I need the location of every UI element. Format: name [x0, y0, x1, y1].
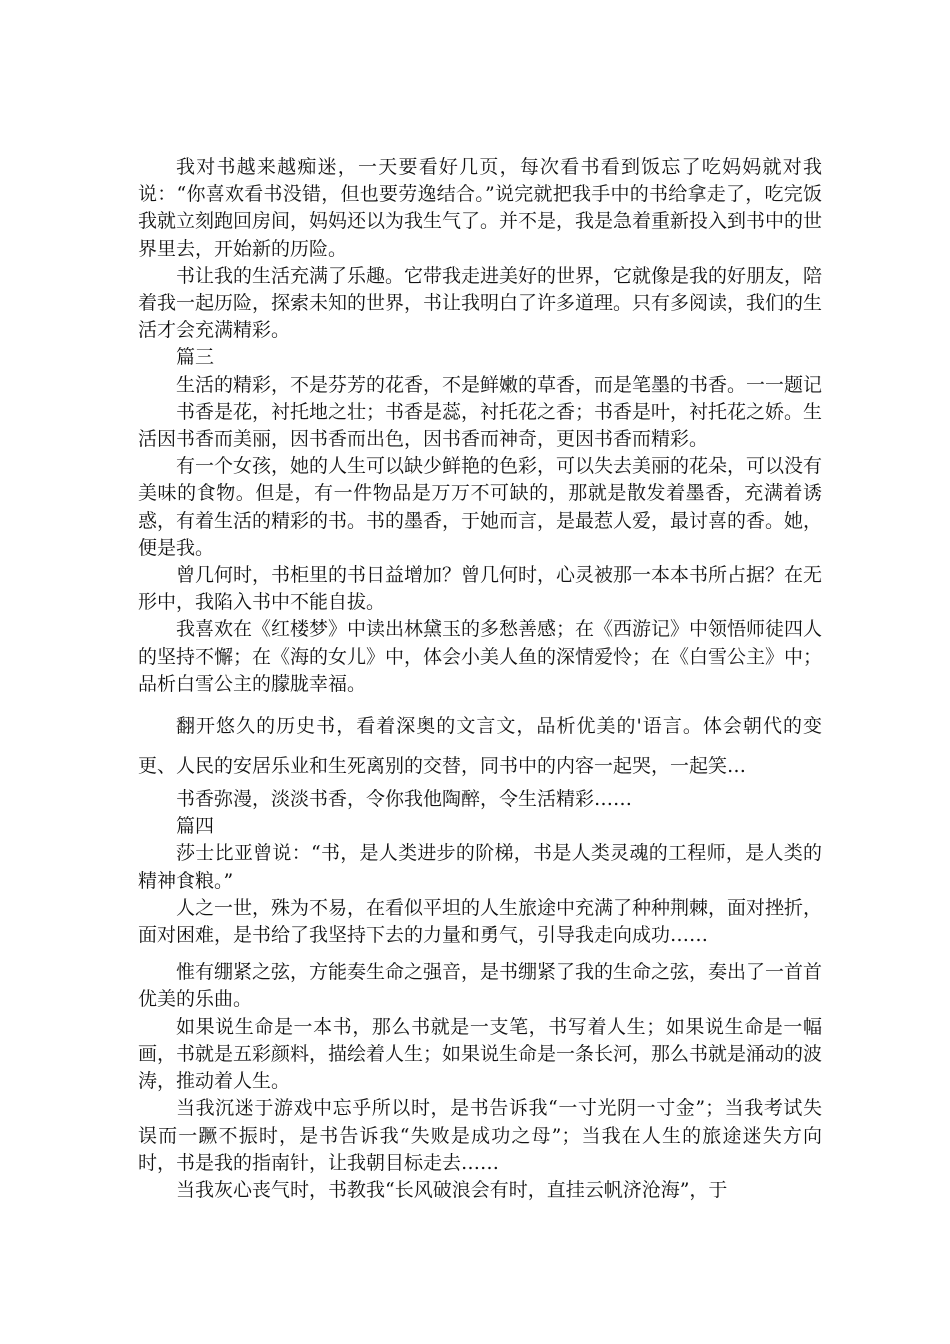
section-heading-3: 篇三: [176, 346, 215, 369]
paragraph-10: 书香弥漫，淡淡书香，令你我他陶醉，令生活精彩……: [176, 788, 633, 811]
section-heading-4: 篇四: [176, 815, 215, 838]
paragraph-14: 惟有绷紧之弦，方能奏生命之强音，是书绷紧了我的生命之弦，奏出了一首首优美的乐曲。: [138, 961, 823, 1011]
paragraph-epigraph: 生活的精彩，不是芬芳的花香，不是鲜嫩的草香，而是笔墨的书香。一一题记: [176, 373, 823, 396]
paragraph-8: 我喜欢在《红楼梦》中读出林黛玉的多愁善感；在《西游记》中领悟师徒四人的坚持不懈；在《海的女儿》中，体会小美人鱼的深情爱怜；在《白雪公主》中；品析白雪公主的朦胧幸福。: [138, 618, 823, 695]
paragraph-12: 莎士比亚曾说：“书，是人类进步的阶梯，书是人类灵魂的工程师，是人类的精神食粮。”: [138, 842, 822, 892]
paragraph-5: 书香是花，衬托地之壮；书香是蕊，衬托花之香；书香是叶，衬托花之娇。生活因书香而美丽，因书香而出色，因书香而神奇，更因书香而精彩。: [138, 400, 823, 451]
paragraph-7: 曾几何时，书柜里的书日益增加？曾几何时，心灵被那一本本书所占据？在无形中，我陷入书中不能自拔。: [138, 564, 823, 614]
paragraph-2: 书让我的生活充满了乐趣。它带我走进美好的世界，它就像是我的好朋友，陪着我一起历险，探索未知的世界，书让我明白了许多道理。只有多阅读，我们的生活才会充满精彩。: [138, 264, 823, 342]
paragraph-13: 人之一世，殊为不易，在看似平坦的人生旅途中充满了种种荆棘，面对挫折，面对困难，是书给了我坚持下去的力量和勇气，引导我走向成功……: [138, 896, 823, 947]
paragraph-1: 我对书越来越痴迷，一天要看好几页，每次看书看到饭忘了吃妈妈就对我说：“你喜欢看书没错，但也要劳逸结合。”说完就把我手中的书给拿走了，吃完饭我就立刻跑回房间，妈妈还以为我生气了。并不是，我是急着重新投入到书中的世界里去，开始新的历险。: [138, 156, 823, 260]
paragraph-16: 当我沉迷于游戏中忘乎所以时，是书告诉我“一寸光阴一寸金”；当我考试失误而一蹶不振时，是书告诉我“失败是成功之母”；当我在人生的旅途迷失方向时，书是我的指南针，让我朝目标走去……: [138, 1097, 822, 1174]
paragraph-15: 如果说生命是一本书，那么书就是一支笔，书写着人生；如果说生命是一幅画，书就是五彩颜料，描绘着人生；如果说生命是一条长河，那么书就是涌动的波涛，推动着人生。: [138, 1015, 823, 1093]
paragraph-9: 翻开悠久的历史书，看着深奥的文言文，品析优美的'语言。体会朝代的变更、人民的安居乐业和生死离别的交替，同书中的内容一起哭，一起笑…: [138, 715, 822, 778]
document-page: [138, 154, 822, 1204]
paragraph-17: 当我灰心丧气时，书教我“长风破浪会有时，直挂云帆济沧海”，于: [176, 1178, 728, 1201]
paragraph-6: 有一个女孩，她的人生可以缺少鲜艳的色彩，可以失去美丽的花朵，可以没有美味的食物。但是，有一件物品是万万不可缺的，那就是散发着墨香，充满着诱惑，有着生活的精彩的书。书的墨香，于她而言，是最惹人爱，最讨喜的香。她，便是我。: [138, 455, 823, 559]
